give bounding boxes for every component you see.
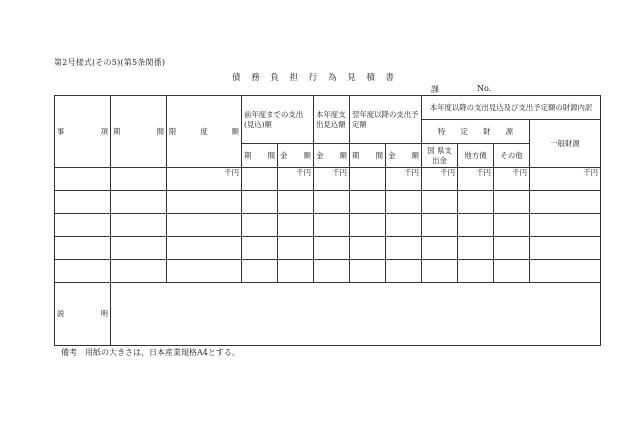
unit-zennendo: 千円 bbox=[278, 168, 314, 191]
header-ippan: 一般財源 bbox=[530, 120, 601, 168]
unit-sonota: 千円 bbox=[494, 168, 530, 191]
document-title: 債 務 負 担 行 為 見 積 書 bbox=[231, 73, 399, 83]
setsumei-label: 説 明 bbox=[55, 283, 111, 346]
sub-sonota: その他 bbox=[494, 144, 530, 168]
sub-kokuken: 国 県支出金 bbox=[422, 144, 458, 168]
setsumei-field[interactable] bbox=[111, 283, 601, 346]
table-row bbox=[55, 214, 601, 237]
unit-yokunendo: 千円 bbox=[386, 168, 422, 191]
no-label: No. bbox=[477, 84, 492, 93]
sub-kingaku-1: 金 額 bbox=[278, 144, 314, 168]
footnote: 備考 用紙の大きさは，日本産業規格A4とする。 bbox=[61, 348, 240, 357]
unit-ippan: 千円 bbox=[530, 168, 601, 191]
header-zaigen: 本年度以降の支出見込及び支出予定額の財源内訳 bbox=[422, 96, 601, 120]
header-jiko: 事 項 bbox=[55, 96, 111, 168]
estimate-table bbox=[54, 95, 601, 346]
header-gendogaku: 限 度 額 bbox=[167, 96, 242, 168]
form-label: 第2号様式(その5)(第5条関係) bbox=[54, 58, 166, 67]
unit-gendogaku: 千円 bbox=[167, 168, 242, 191]
header-yokunendo: 翌年度以降の支出予定額 bbox=[350, 96, 422, 144]
header-kikan: 期 間 bbox=[111, 96, 167, 168]
header-tokutei: 特 定 財 源 bbox=[422, 120, 530, 144]
sub-kikan-2: 期 間 bbox=[350, 144, 386, 168]
table-row bbox=[55, 260, 601, 283]
sub-kingaku-3: 金 額 bbox=[386, 144, 422, 168]
table-row bbox=[55, 237, 601, 260]
header-honnendo: 本年度支出見込額 bbox=[314, 96, 350, 144]
unit-kokuken: 千円 bbox=[422, 168, 458, 191]
unit-honnendo: 千円 bbox=[314, 168, 350, 191]
table-row bbox=[55, 191, 601, 214]
sub-kingaku-2: 金 額 bbox=[314, 144, 350, 168]
unit-chihousai: 千円 bbox=[458, 168, 494, 191]
sub-kikan-1: 期 間 bbox=[242, 144, 278, 168]
header-zennendo: 前年度までの支出(見込)額 bbox=[242, 96, 314, 144]
table-row bbox=[55, 168, 601, 191]
sub-chihousai: 地方債 bbox=[458, 144, 494, 168]
ka-label: 課 bbox=[431, 85, 439, 94]
